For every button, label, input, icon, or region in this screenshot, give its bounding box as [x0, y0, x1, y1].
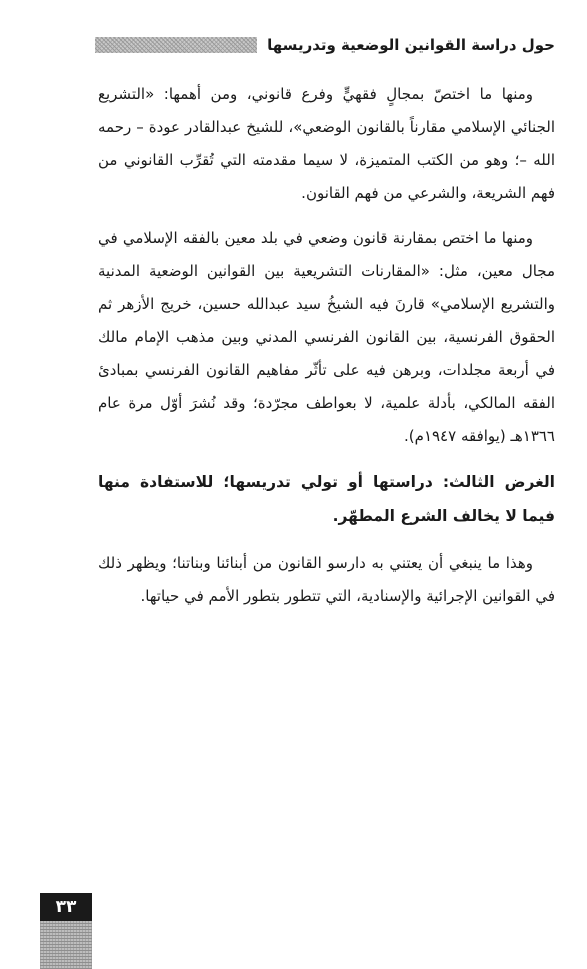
page-number: ٣٣ — [40, 893, 92, 921]
paragraph-3: وهذا ما ينبغي أن يعتني به دارسو القانون من أبنائنا وبناتنا؛ ويظهر ذلك في القوانين الإجرائية والإسنادية، التي تتطور بتطور الأمم في حياتها. — [98, 554, 555, 605]
running-header — [95, 32, 555, 58]
header-title: حول دراسة القوانين الوضعية وتدريسها — [267, 36, 555, 54]
paragraph-1: ومنها ما اختصّ بمجالٍ فقهيٍّ وفرع قانوني، ومن أهمها: «التشريع الجنائي الإسلامي مقارناً بالقانون الوضعي»، للشيخ عبدالقادر عودة – رحمه الله –؛ وهو من الكتب المتميزة، لا سيما مقدمته التي تُقرِّب القانوني من فهم الشريعة، والشرعي من فهم القانون. — [98, 85, 555, 202]
paragraph-2: ومنها ما اختص بمقارنة قانون وضعي في بلد معين بالفقه الإسلامي في مجال معين، مثل: «المقارنات التشريعية بين القوانين الوضعية المدنية والتشريع الإسلامي» قارنَ فيه الشيخُ سيد عبدالله حسين، خريج الأزهر ثم الحقوق الفرنسية، بين القانون الفرنسي المدني وبين مذهب الإمام مالك في أربعة مجلدات، وبرهن فيه على تأثّر مفاهيم القانون الفرنسي بمبادئ الفقه المالكي، بأدلة علمية، لا بعواطف مجرّدة؛ وقد نُشرَ أوّل مرة عام ١٣٦٦هـ (يوافقه ١٩٤٧م). — [98, 229, 555, 445]
section-heading: الغرض الثالث: دراستها أو تولي تدريسها؛ للاستفادة منها فيما لا يخالف الشرع المطهّر. — [98, 473, 555, 525]
page-body — [98, 78, 555, 625]
header-decorative-bar — [95, 37, 257, 53]
page-number-block — [40, 893, 92, 969]
